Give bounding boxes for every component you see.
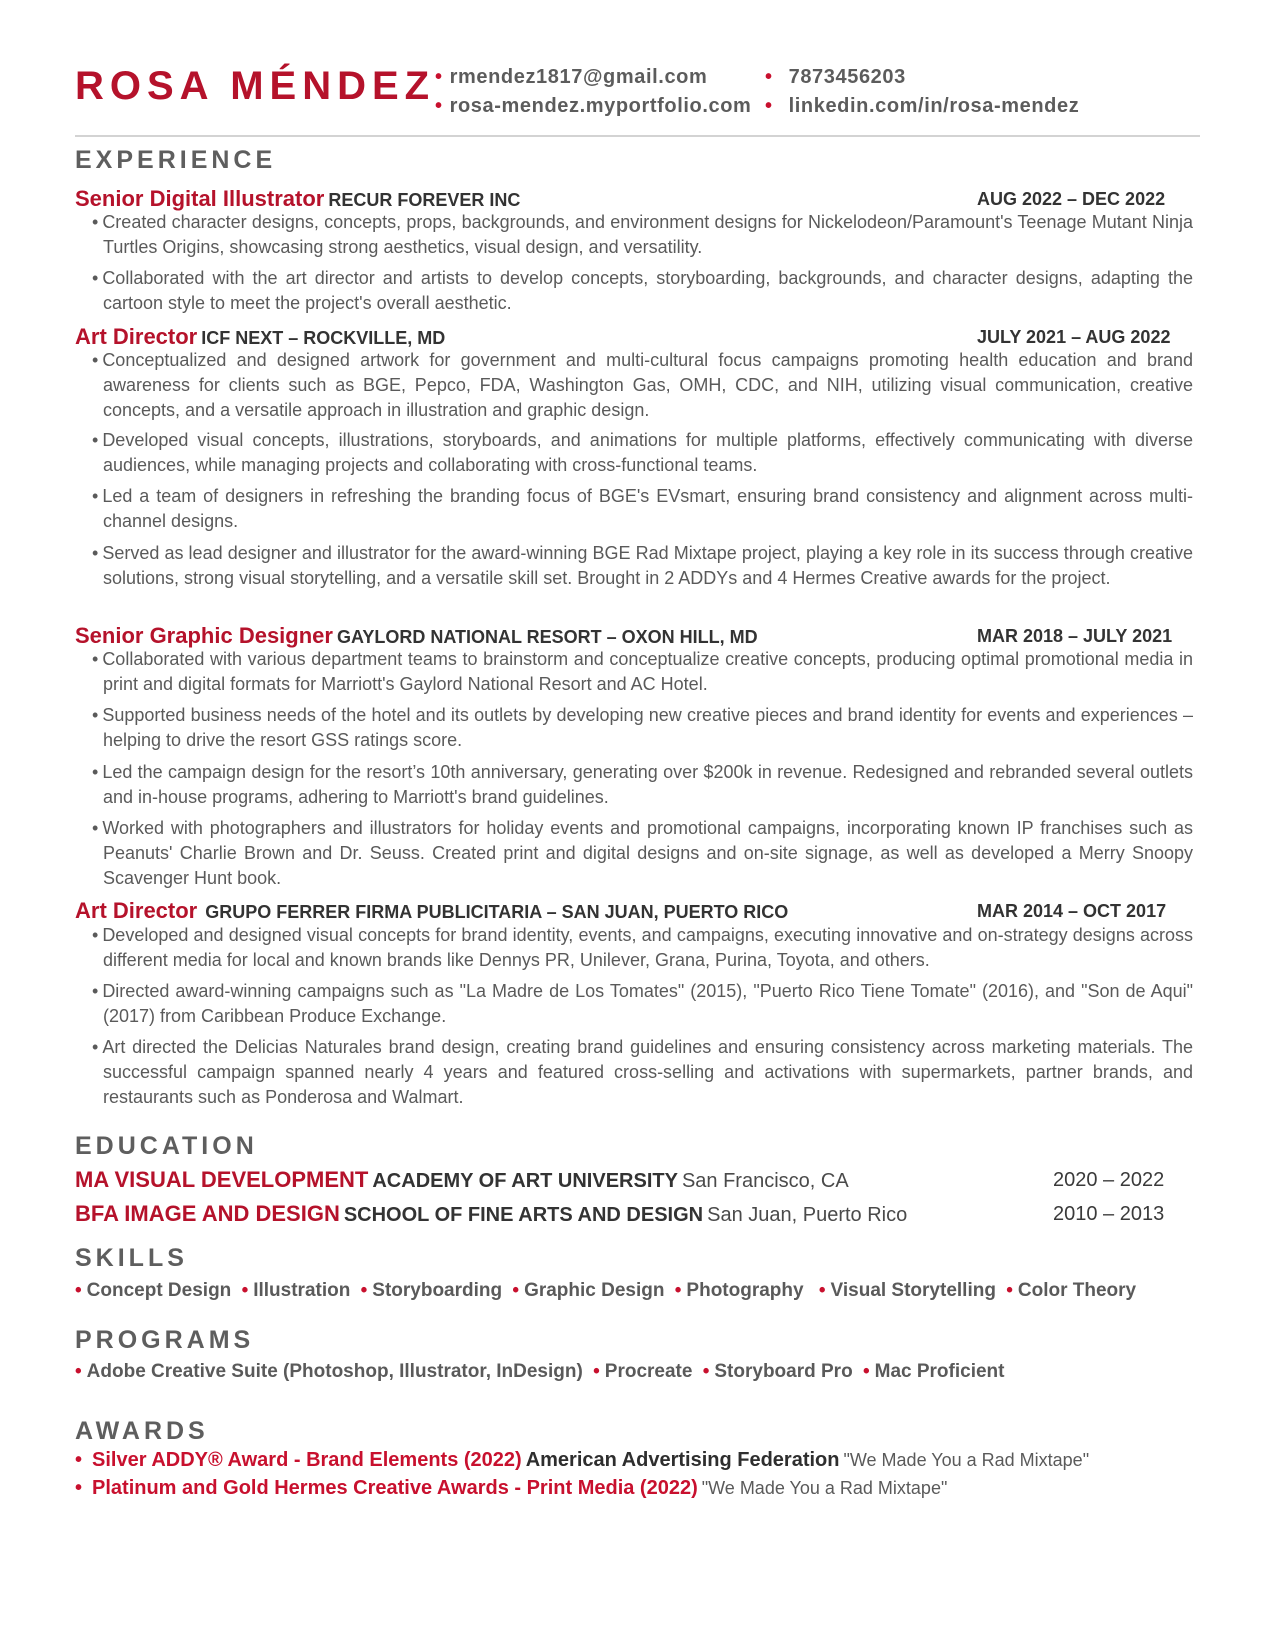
award-project: "We Made You a Rad Mixtape" bbox=[701, 1478, 948, 1498]
job-title: Art Director ICF NEXT – ROCKVILLE, MD bbox=[75, 324, 446, 349]
job-header bbox=[75, 619, 1185, 649]
job-bullet: • Conceptualized and designed artwork for government and multi-cultural focus campaigns promoting health education and brand awareness for clients such as BGE, Pepco, FDA, Washington Gas, OMH, CDC, and NIH, utilizing visual communication, creative concepts, and a versatile approach in illustration and graphic design. bbox=[92, 350, 1193, 420]
bullet-icon: • bbox=[435, 95, 443, 117]
job-dates: MAR 2018 – JULY 2021 bbox=[977, 626, 1173, 646]
skill-item: Storyboarding bbox=[372, 1280, 503, 1301]
awards-heading: AWARDS bbox=[75, 1417, 209, 1445]
portfolio-text: rosa-mendez.myportfolio.com bbox=[449, 95, 752, 117]
contact-linkedin[interactable] bbox=[765, 95, 1079, 118]
candidate-name: ROSA MÉNDEZ bbox=[75, 64, 436, 108]
education-entry bbox=[75, 1197, 1185, 1227]
job-bullet: • Developed and designed visual concepts for brand identity, events, and campaigns, executing innovative and on-strategy designs across different media for local and known brands like Dennys PR, Unilever, Grana, Purina, Toyota, and others. bbox=[92, 925, 1193, 970]
award-title: Platinum and Gold Hermes Creative Awards - Print Media (2022) bbox=[92, 1477, 698, 1499]
job-header bbox=[75, 894, 1185, 924]
education-years: 2010 – 2013 bbox=[1053, 1203, 1165, 1225]
job-company: GAYLORD NATIONAL RESORT – OXON HILL, MD bbox=[336, 627, 758, 647]
job-header bbox=[75, 182, 1185, 212]
job-company: ICF NEXT – ROCKVILLE, MD bbox=[201, 328, 446, 348]
job-header bbox=[75, 320, 1185, 350]
experience-heading: EXPERIENCE bbox=[75, 146, 277, 174]
job-title: Art Director GRUPO FERRER FIRMA PUBLICITARIA – SAN JUAN, PUERTO RICO bbox=[75, 898, 789, 923]
bullet-icon: • bbox=[435, 66, 443, 88]
job-bullet: • Supported business needs of the hotel and its outlets by developing new creative pieces and brand identity for events and experiences – helping to drive the resort GSS ratings score. bbox=[92, 705, 1193, 750]
skill-item: Color Theory bbox=[1017, 1280, 1137, 1301]
program-item: Storyboard Pro bbox=[714, 1361, 853, 1382]
education-years: 2020 – 2022 bbox=[1053, 1169, 1165, 1191]
program-item: Mac Proficient bbox=[874, 1361, 1005, 1382]
education-entry bbox=[75, 1163, 1185, 1193]
job-bullet: • Collaborated with various department teams to brainstorm and conceptualize creative concepts, producing optimal promotional media in print and digital formats for Marriott's Gaylord National Resort and AC Hotel. bbox=[92, 649, 1193, 694]
award-entry: • Silver ADDY® Award - Brand Elements (2022) American Advertising Federation "We Made You a Rad Mixtape" bbox=[75, 1449, 1090, 1471]
skill-item: Visual Storytelling bbox=[830, 1280, 996, 1301]
job-dates: MAR 2014 – OCT 2017 bbox=[977, 901, 1167, 921]
job-company: GRUPO FERRER FIRMA PUBLICITARIA – SAN JUAN, PUERTO RICO bbox=[205, 902, 789, 922]
bullet-icon: • bbox=[765, 66, 773, 88]
school-location: San Francisco, CA bbox=[681, 1170, 849, 1192]
school: SCHOOL OF FINE ARTS AND DESIGN bbox=[343, 1204, 704, 1226]
job-bullet: • Collaborated with the art director and artists to develop concepts, storyboarding, backgrounds, and character designs, adapting the cartoon style to meet the project's overall aesthetic. bbox=[92, 268, 1193, 313]
education-heading: EDUCATION bbox=[75, 1132, 258, 1160]
programs-list: • Adobe Creative Suite (Photoshop, Illustrator, InDesign) • Procreate • Storyboard Pro • Mac Proficient bbox=[75, 1361, 1005, 1382]
contact-email[interactable] bbox=[435, 66, 707, 89]
degree: BFA IMAGE AND DESIGN bbox=[75, 1201, 340, 1226]
email-text: rmendez1817@gmail.com bbox=[449, 66, 708, 88]
job-bullet: • Led a team of designers in refreshing the branding focus of BGE's EVsmart, ensuring brand consistency and alignment across multi-channel designs. bbox=[92, 486, 1193, 531]
degree: MA VISUAL DEVELOPMENT bbox=[75, 1167, 369, 1192]
job-bullet: • Directed award-winning campaigns such as "La Madre de Los Tomates" (2015), "Puerto Rico Tiene Tomate" (2016), and "Son de Aqui" (2017) from Caribbean Produce Exchange. bbox=[92, 981, 1193, 1026]
bullet-icon: • bbox=[765, 95, 773, 117]
award-entry: • Platinum and Gold Hermes Creative Awards - Print Media (2022) "We Made You a Rad Mixtape" bbox=[75, 1477, 948, 1499]
program-item: Procreate bbox=[604, 1361, 693, 1382]
job-dates: AUG 2022 – DEC 2022 bbox=[977, 189, 1166, 209]
contact-portfolio[interactable] bbox=[435, 95, 751, 118]
award-title: Silver ADDY® Award - Brand Elements (2022) bbox=[92, 1449, 522, 1471]
skills-list: • Concept Design • Illustration • Storyboarding • Graphic Design • Photography • Visual Storytelling • Color Theory bbox=[75, 1280, 1137, 1301]
contact-phone[interactable] bbox=[765, 66, 906, 89]
job-bullet: • Developed visual concepts, illustrations, storyboards, and animations for multiple platforms, effectively communicating with diverse audiences, while managing projects and collaborating with cross-functional teams. bbox=[92, 430, 1193, 475]
job-bullet: • Created character designs, concepts, props, backgrounds, and environment designs for Nickelodeon/Paramount's Teenage Mutant Ninja Turtles Origins, showcasing strong aesthetics, visual design, and versatility. bbox=[92, 212, 1193, 257]
job-title: Senior Digital Illustrator RECUR FOREVER INC bbox=[75, 186, 521, 211]
job-bullet: • Worked with photographers and illustrators for holiday events and promotional campaigns, incorporating known IP franchises such as Peanuts' Charlie Brown and Dr. Seuss. Created print and digital designs and on-site signage, as well as developed a Merry Snoopy Scavenger Hunt book. bbox=[92, 818, 1193, 888]
skill-item: Photography bbox=[686, 1280, 804, 1301]
award-org: American Advertising Federation bbox=[525, 1449, 840, 1471]
job-bullet: • Served as lead designer and illustrator for the award-winning BGE Rad Mixtape project, playing a key role in its success through creative solutions, strong visual storytelling, and a versatile skill set. Brought in 2 ADDYs and 4 Hermes Creative awards for the project. bbox=[92, 543, 1193, 588]
job-bullet: • Art directed the Delicias Naturales brand design, creating brand guidelines and ensuring consistency across marketing materials. The successful campaign spanned nearly 4 years and featured cross-selling and activations with supermarkets, partner brands, and restaurants such as Ponderosa and Walmart. bbox=[92, 1037, 1193, 1107]
job-title: Senior Graphic Designer GAYLORD NATIONAL RESORT – OXON HILL, MD bbox=[75, 623, 758, 648]
job-company: RECUR FOREVER INC bbox=[328, 190, 521, 210]
school: ACADEMY OF ART UNIVERSITY bbox=[372, 1170, 678, 1192]
job-dates: JULY 2021 – AUG 2022 bbox=[977, 327, 1171, 347]
job-bullet: • Led the campaign design for the resort’s 10th anniversary, generating over $200k in revenue. Redesigned and rebranded several outlets and in-house programs, adhering to Marriott's brand guidelines. bbox=[92, 762, 1193, 807]
skill-item: Concept Design bbox=[86, 1280, 232, 1301]
header-divider bbox=[75, 135, 1200, 137]
school-location: San Juan, Puerto Rico bbox=[707, 1204, 908, 1226]
award-project: "We Made You a Rad Mixtape" bbox=[843, 1450, 1090, 1470]
phone-text: 7873456203 bbox=[788, 66, 906, 88]
linkedin-text: linkedin.com/in/rosa-mendez bbox=[788, 95, 1080, 117]
skill-item: Illustration bbox=[253, 1280, 351, 1301]
skill-item: Graphic Design bbox=[524, 1280, 665, 1301]
program-item: Adobe Creative Suite (Photoshop, Illustrator, InDesign) bbox=[86, 1361, 583, 1382]
programs-heading: PROGRAMS bbox=[75, 1326, 255, 1354]
skills-heading: SKILLS bbox=[75, 1244, 188, 1272]
